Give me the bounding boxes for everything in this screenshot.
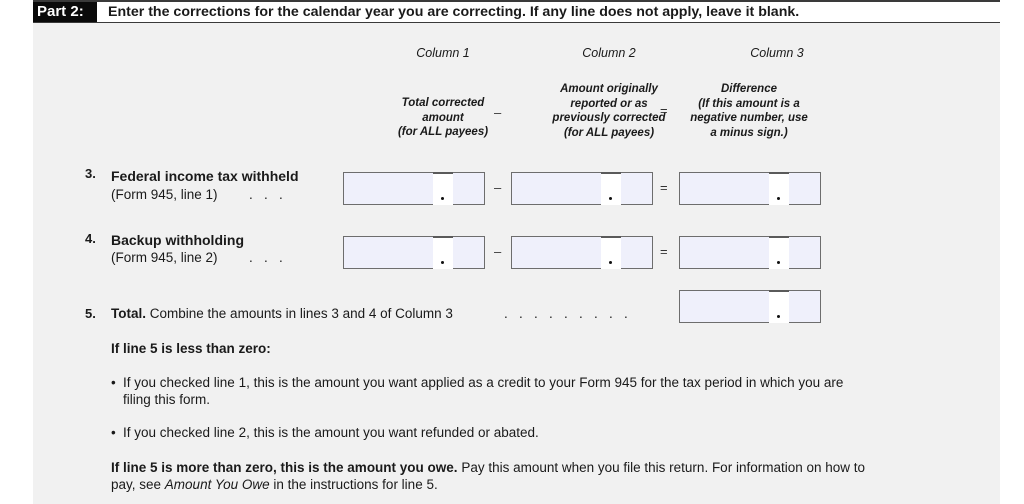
column-2-title: Column 2: [582, 46, 636, 60]
column-1-title: Column 1: [416, 46, 470, 60]
column-3-description: Difference (If this amount is a negative number, use a minus sign.): [690, 83, 808, 139]
line-3-number: 3.: [85, 166, 96, 181]
line-4-number: 4.: [85, 231, 96, 246]
line-4-title: Backup withholding: [111, 232, 244, 248]
column-2-description: Amount originally reported or as previously corrected (for ALL payees): [552, 83, 666, 139]
part-header: [33, 2, 1000, 23]
decimal-point: [777, 197, 780, 200]
minus-operator: –: [494, 105, 502, 120]
line-5-number: 5.: [85, 306, 96, 321]
line-5-text: Total. Combine the amounts in lines 3 and 4 of Column 3: [111, 306, 453, 321]
decimal-point: [777, 315, 780, 318]
part-label: Part 2:: [33, 2, 97, 22]
equals-operator: =: [660, 244, 668, 259]
bullet-marker: •: [111, 425, 116, 440]
minus-operator: –: [494, 180, 502, 195]
line-4-column-3-field[interactable]: [679, 236, 821, 269]
equals-operator: =: [660, 103, 668, 118]
form-section: [33, 23, 1000, 504]
line-3-title: Federal income tax withheld: [111, 168, 299, 184]
more-than-zero-paragraph: If line 5 is more than zero, this is the amount you owe. Pay this amount when you file this return. For information on how to pay, see Amount You Owe in the instructions for line 5.: [111, 460, 866, 492]
part-instruction: Enter the corrections for the calendar year you are correcting. If any line does not apply, leave it blank.: [108, 4, 800, 20]
bullet-line-2-text: If you checked line 2, this is the amount you want refunded or abated.: [123, 425, 539, 440]
line-3-leader-dots: . . .: [249, 187, 283, 202]
line-4-column-2-field[interactable]: [511, 236, 653, 269]
decimal-point: [441, 197, 444, 200]
minus-operator: –: [494, 244, 502, 259]
bullet-line-1-text: If you checked line 1, this is the amount you want applied as a credit to your Form 945 for the tax period in which you are filing this form.: [123, 375, 844, 407]
line-3-subtitle: (Form 945, line 1): [111, 187, 218, 202]
line-3-column-1-field[interactable]: [343, 172, 485, 205]
decimal-point: [441, 261, 444, 264]
line-4-leader-dots: . . .: [249, 250, 283, 265]
line-4-column-1-field[interactable]: [343, 236, 485, 269]
less-than-zero-heading: If line 5 is less than zero:: [111, 341, 271, 356]
line-3-column-3-field[interactable]: [679, 172, 821, 205]
decimal-point: [609, 197, 612, 200]
line-5-total-field[interactable]: [679, 290, 821, 323]
column-3-title: Column 3: [750, 46, 804, 60]
line-4-subtitle: (Form 945, line 2): [111, 250, 218, 265]
line-5-leader-dots: . . . . . . . . .: [504, 306, 628, 321]
bullet-marker: •: [111, 375, 116, 390]
equals-operator: =: [660, 180, 668, 195]
column-1-description: Total corrected amount (for ALL payees): [397, 97, 489, 138]
line-3-column-2-field[interactable]: [511, 172, 653, 205]
decimal-point: [609, 261, 612, 264]
decimal-point: [777, 261, 780, 264]
